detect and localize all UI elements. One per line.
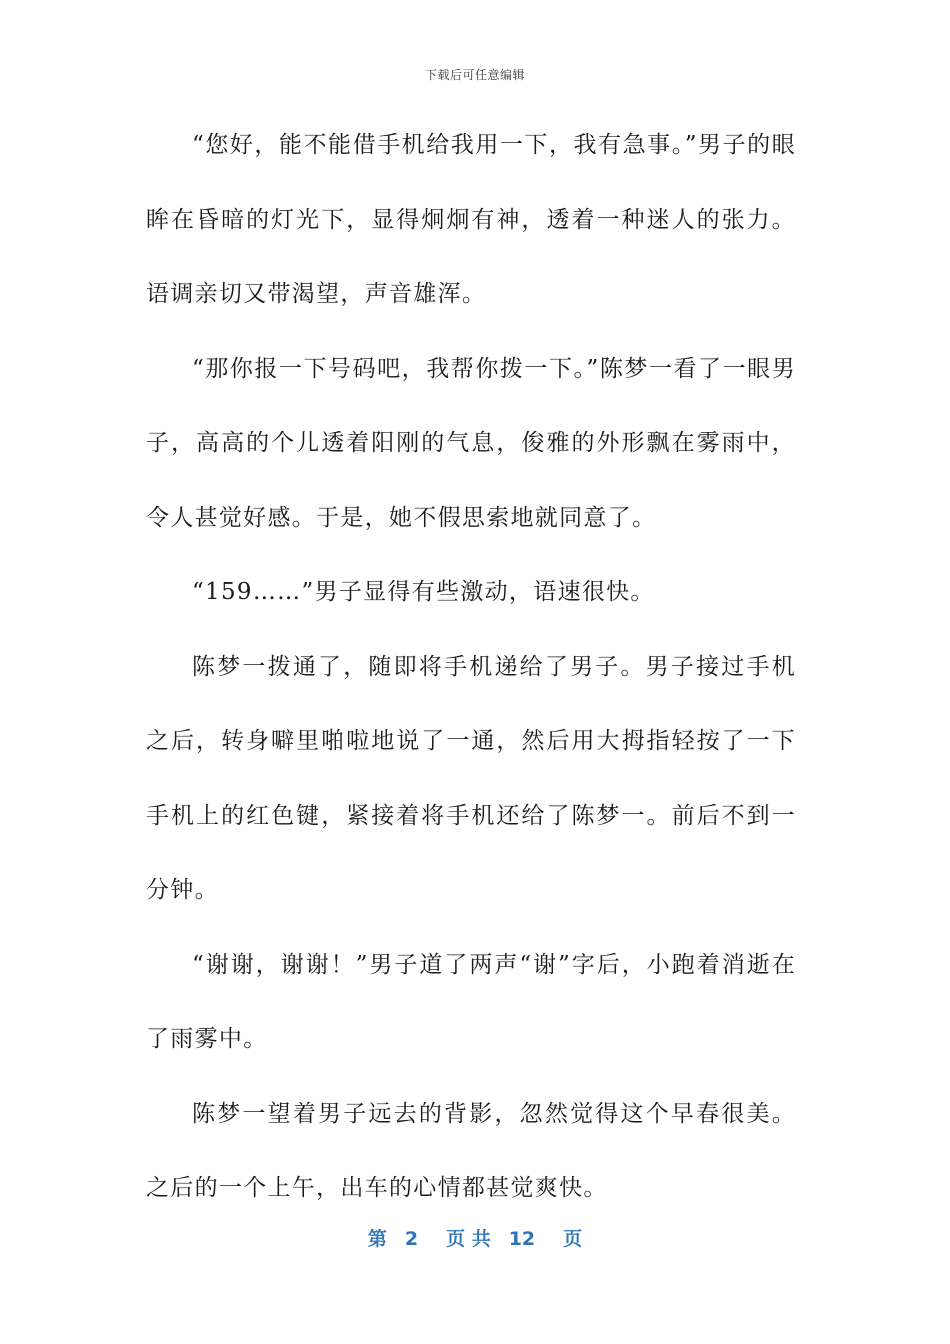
page-suffix: 页 — [563, 1228, 583, 1250]
current-page-number: 2 — [404, 1228, 419, 1250]
header-note: 下载后可任意编辑 — [424, 68, 525, 82]
paragraph: “您好，能不能借手机给我用一下，我有急事。”男子的眼眸在昏暗的灯光下，显得炯炯有神，透着一种迷人的张力。语调亲切又带渴望，声音雄浑。 — [146, 132, 796, 307]
total-pages-number: 12 — [508, 1228, 536, 1250]
document-body — [146, 108, 796, 1226]
paragraph: “159……”男子显得有些激动，语速很快。 — [192, 579, 655, 605]
paragraph: “那你报一下号码吧，我帮你拨一下。”陈梦一看了一眼男子，高高的个儿透着阳刚的气息，俊雅的外形飘在雾雨中，令人甚觉好感。于是，她不假思索地就同意了。 — [146, 355, 796, 531]
page-prefix: 第 — [367, 1228, 387, 1250]
paragraph: 陈梦一拨通了，随即将手机递给了男子。男子接过手机之后，转身噼里啪啦地说了一通，然后用大拇指轻按了一下手机上的红色键，紧接着将手机还给了陈梦一。前后不到一分钟。 — [146, 653, 796, 903]
page-middle-text: 页 共 — [446, 1228, 491, 1250]
page-number-footer — [0, 1224, 950, 1251]
paragraph: 陈梦一望着男子远去的背影，忽然觉得这个早春很美。之后的一个上午，出车的心情都甚觉爽快。 — [146, 1100, 796, 1201]
paragraph: “谢谢，谢谢！”男子道了两声“谢”字后，小跑着消逝在了雨雾中。 — [146, 951, 796, 1052]
